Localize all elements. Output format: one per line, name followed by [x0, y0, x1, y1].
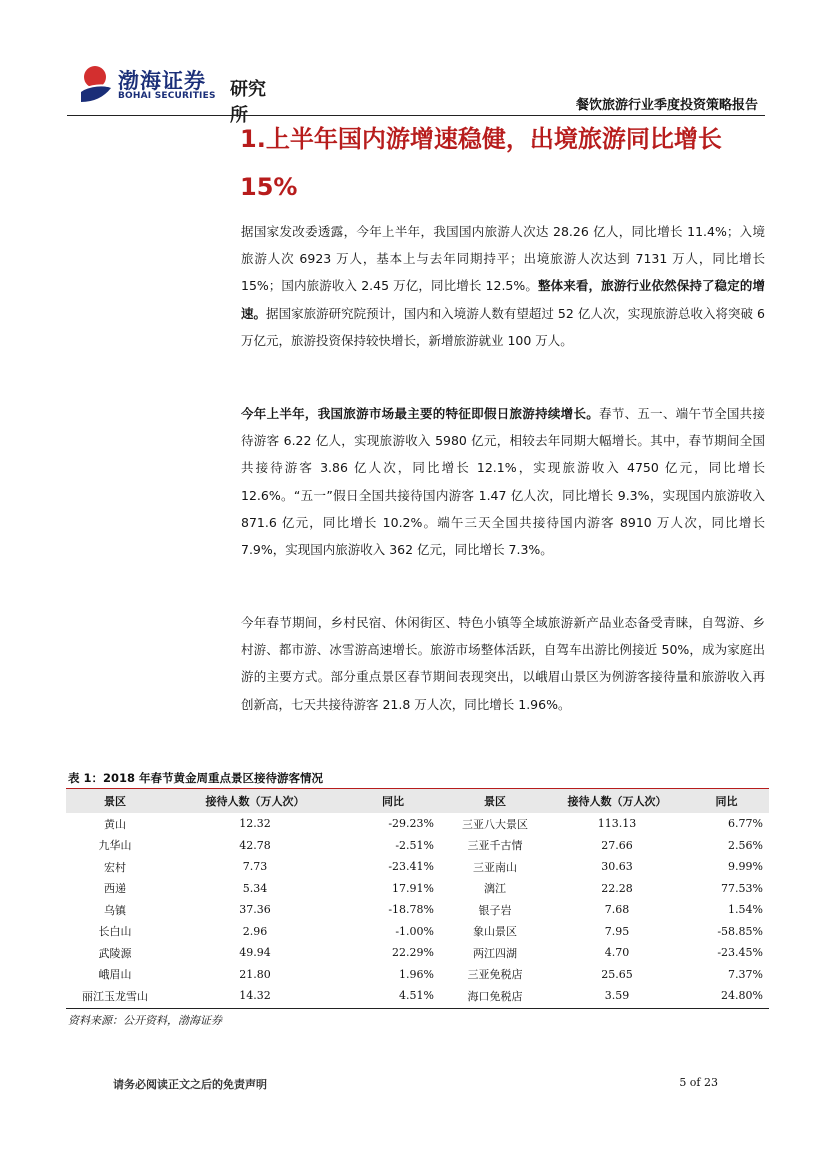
- table-cell: -23.45%: [717, 946, 763, 960]
- table-bottom-rule: [66, 1008, 769, 1009]
- table-cell: 2.56%: [728, 838, 763, 852]
- table-cell: 西递: [104, 882, 126, 896]
- table-cell: 三亚免税店: [467, 968, 523, 982]
- paragraph-1-text-c: 据国家旅游研究院预计，国内和入境游人数有望超过 52 亿人次，实现旅游总收入将突破 6 万亿元，旅游投资保持较快增长，新增旅游就业 100 万人。: [241, 305, 765, 348]
- report-title: 餐饮旅游行业季度投资策略报告: [575, 98, 758, 113]
- disclaimer-notice: 请务必阅读正文之后的免责声明: [113, 1078, 267, 1091]
- table-cell: 宏村: [104, 860, 126, 874]
- table-cell: 九华山: [98, 839, 132, 853]
- table-cell: 37.36: [239, 903, 271, 917]
- table-row: [66, 856, 769, 878]
- table-row: [66, 942, 769, 964]
- table-cell: 25.65: [601, 967, 633, 981]
- logo-chinese-name: 渤海证券: [118, 69, 206, 93]
- table-cell: 12.32: [239, 817, 271, 831]
- section-title: 1.上半年国内游增速稳健，出境旅游同比增长 15%: [240, 125, 722, 201]
- paragraph-1-text-a: 据国家发改委透露，今年上半年，我国国内旅游人次达 28.26 亿人，同比增长 11.4%；入境旅游人次 6923 万人，基本上与去年同期持平；出境旅游人次达到 7131 万人，同比增长 15%；国内旅游收入 2.45 万亿，同比增长 12.5%。: [241, 224, 765, 294]
- table-cell: 两江四湖: [473, 946, 517, 960]
- table-cell: 49.94: [239, 946, 271, 960]
- logo-english-name: BOHAI SECURITIES: [118, 91, 216, 101]
- table-cell: 漓江: [484, 882, 506, 896]
- table-cell: 21.80: [239, 967, 271, 981]
- table-header-cell: 景区: [66, 789, 164, 813]
- table-header-cell: 接待人数（万人次）: [550, 789, 684, 813]
- paragraph-2-emphasis: 今年上半年，我国旅游市场最主要的特征即假日旅游持续增长。: [241, 406, 600, 421]
- table-cell: 峨眉山: [98, 968, 132, 982]
- table-row: [66, 835, 769, 857]
- scenic-spots-table: [66, 789, 769, 1007]
- table-source: 资料来源：公开资料，渤海证券: [68, 1014, 222, 1027]
- table-cell: 22.28: [601, 881, 633, 895]
- table-cell: -2.51%: [395, 838, 434, 852]
- table-cell: -18.78%: [388, 903, 434, 917]
- table-cell: 象山景区: [473, 925, 517, 939]
- logo-mark-icon: [78, 62, 114, 108]
- paragraph-2-text: 春节、五一、端午节全国共接待游客 6.22 亿人，实现旅游收入 5980 亿元，相较去年同期大幅增长。其中，春节期间全国共接待游客 3.86 亿人次，同比增长 12.1%，实现旅游收入 4750 亿元，同比增长 12.6%。“五一”假日全国共接待国内游客 1.47 亿人次，同比增长 9.3%，实现国内旅游收入 871.6 亿元，同比增长 10.2%。端午三天全国共接待国内游客 8910 万人次，同比增长 7.9%，实现国内旅游收入 362 亿元，同比增长 7.3%。: [241, 406, 765, 558]
- table-cell: 22.29%: [392, 946, 434, 960]
- table-cell: 2.96: [242, 924, 268, 938]
- table-cell: 77.53%: [721, 881, 763, 895]
- table-cell: 三亚八大景区: [462, 817, 528, 831]
- table-cell: 30.63: [601, 860, 633, 874]
- table-cell: 三亚南山: [473, 860, 517, 874]
- table-cell: 9.99%: [728, 860, 763, 874]
- table-row: [66, 921, 769, 943]
- table-cell: 6.77%: [728, 817, 763, 831]
- table-cell: 7.37%: [728, 967, 763, 981]
- institute-name: 研究所: [230, 79, 266, 126]
- table-cell: 丽江玉龙雪山: [82, 989, 148, 1003]
- table-cell: 1.54%: [728, 903, 763, 917]
- page-number: 5 of 23: [679, 1076, 718, 1089]
- table-cell: -23.41%: [388, 860, 434, 874]
- table-header-cell: 同比: [684, 789, 769, 813]
- table-cell: 27.66: [601, 838, 633, 852]
- table-cell: 5.34: [242, 881, 268, 895]
- table-cell: 武陵源: [98, 946, 132, 960]
- table-cell: 3.59: [604, 989, 630, 1003]
- table-cell: 1.96%: [399, 967, 434, 981]
- table-cell: 三亚千古情: [467, 839, 523, 853]
- table-cell: 7.73: [242, 860, 268, 874]
- table-cell: -1.00%: [395, 924, 434, 938]
- table-cell: 42.78: [239, 838, 271, 852]
- table-cell: 7.95: [604, 924, 630, 938]
- table-cell: -58.85%: [717, 924, 763, 938]
- table-cell: 乌镇: [104, 903, 126, 917]
- paragraph-1: [241, 218, 765, 354]
- table-header-cell: 景区: [440, 789, 550, 813]
- table-row: [66, 813, 769, 835]
- table-header-cell: 接待人数（万人次）: [164, 789, 346, 813]
- table-caption: 表 1：2018 年春节黄金周重点景区接待游客情况: [68, 771, 324, 785]
- table-cell: 24.80%: [721, 989, 763, 1003]
- paragraph-2: [241, 400, 765, 563]
- table-row: [66, 985, 769, 1007]
- company-logo: [78, 62, 283, 126]
- table-row: [66, 964, 769, 986]
- table-row: [66, 878, 769, 900]
- table-cell: 113.13: [597, 817, 637, 831]
- table-cell: 银子岩: [478, 903, 512, 917]
- table-cell: 长白山: [98, 925, 132, 939]
- table-cell: 7.68: [604, 903, 630, 917]
- table-cell: 黄山: [104, 817, 126, 831]
- table-row: [66, 899, 769, 921]
- table-header-cell: 同比: [346, 789, 440, 813]
- table-cell: 14.32: [239, 989, 271, 1003]
- table-cell: 17.91%: [392, 881, 434, 895]
- table-cell: 4.70: [604, 946, 630, 960]
- paragraph-3: 今年春节期间，乡村民宿、休闲街区、特色小镇等全域旅游新产品业态备受青睐，自驾游、乡村游、都市游、冰雪游高速增长。旅游市场整体活跃，自驾车出游比例接近 50%，成为家庭出游的主要方式。部分重点景区春节期间表现突出，以峨眉山景区为例游客接待量和旅游收入再创新高，七天共接待游客 21.8 万人次，同比增长 1.96%。: [241, 615, 765, 712]
- paragraph-1-emphasis: 整体来看，旅游行业依然保持了稳定的增速。: [241, 278, 765, 321]
- table-header-row: [66, 789, 769, 813]
- table-cell: 4.51%: [399, 989, 434, 1003]
- table-cell: -29.23%: [388, 817, 434, 831]
- table-cell: 海口免税店: [467, 989, 523, 1003]
